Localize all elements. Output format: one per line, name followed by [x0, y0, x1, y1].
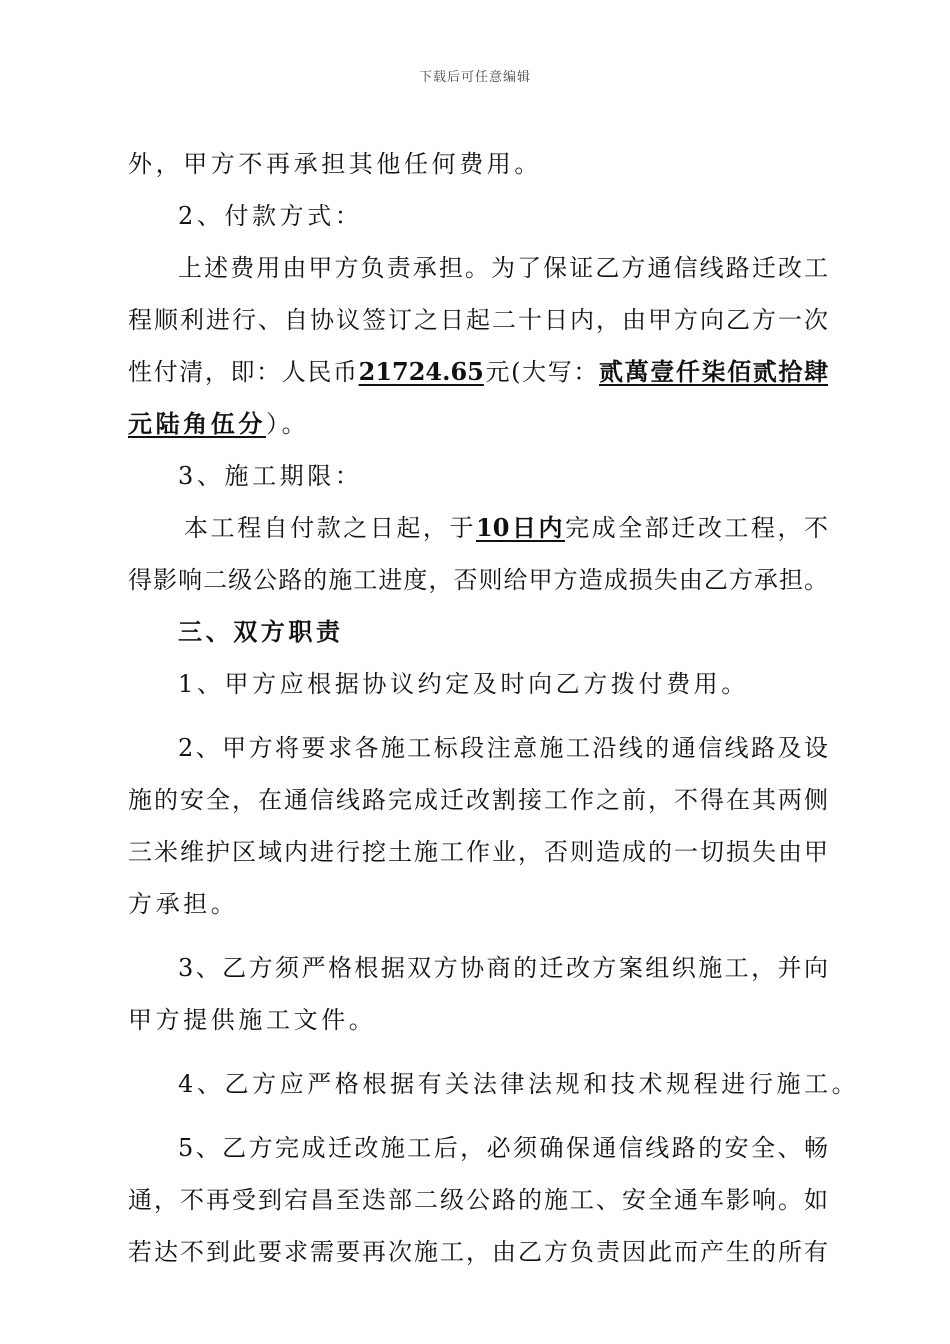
paragraph-line: 程顺利进行、自协议签订之日起二十日内，由甲方向乙方一次: [128, 306, 828, 334]
paragraph-line: 得影响二级公路的施工进度，否则给甲方造成损失由乙方承担。: [128, 566, 828, 594]
paragraph-line: 2、甲方将要求各施工标段注意施工沿线的通信线路及设: [178, 734, 828, 762]
payment-amount-line-cont: [128, 398, 828, 450]
paragraph-line: 三米维护区域内进行挖土施工作业，否则造成的一切损失由甲: [128, 838, 828, 866]
amount-mid: 元(大写：: [483, 358, 599, 386]
document-body: [128, 138, 860, 1278]
amount-figure: 21724.65: [358, 357, 484, 386]
page-header-note: 下载后可任意编辑: [418, 70, 531, 85]
amount-in-words-cont: 元陆角伍分: [128, 409, 266, 438]
paragraph-line: 通，不再受到宕昌至迭部二级公路的施工、安全通车影响。如: [128, 1186, 828, 1214]
payment-method-heading: 2、付款方式：: [178, 202, 363, 230]
payment-amount-line: [128, 346, 828, 398]
paragraph-line: 5、乙方完成迁改施工后，必须确保通信线路的安全、畅: [178, 1134, 828, 1162]
paragraph-line: 上述费用由甲方负责承担。为了保证乙方通信线路迁改工: [178, 254, 828, 282]
period-prefix: 本工程自付款之日起，于: [184, 514, 477, 542]
paragraph-line: 若达不到此要求需要再次施工，由乙方负责因此而产生的所有: [128, 1238, 828, 1266]
paragraph-line: 方承担。: [128, 890, 239, 918]
period-suffix: 完成全部迁改工程，不: [565, 514, 829, 542]
paragraph-line: 外，甲方不再承担其他任何费用。: [128, 150, 542, 178]
amount-suffix: ）。: [266, 410, 310, 438]
construction-period-line: [128, 502, 828, 554]
amount-in-words: 贰萬壹仟柒佰贰拾肆: [599, 357, 828, 386]
paragraph-line: 施的安全，在通信线路完成迁改割接工作之前，不得在其两侧: [128, 786, 828, 814]
section-heading-responsibilities: 三、双方职责: [178, 617, 344, 646]
period-days: 10日内: [476, 513, 566, 542]
paragraph-line: 4、乙方应严格根据有关法律法规和技术规程进行施工。: [178, 1070, 860, 1098]
paragraph-line: 甲方提供施工文件。: [128, 1006, 377, 1034]
construction-period-heading: 3、施工期限：: [178, 462, 363, 490]
amount-prefix: 性付清，即：人民币: [128, 358, 359, 386]
paragraph-line: 1、甲方应根据协议约定及时向乙方拨付费用。: [178, 670, 749, 698]
paragraph-line: 3、乙方须严格根据双方协商的迁改方案组织施工，并向: [178, 954, 828, 982]
